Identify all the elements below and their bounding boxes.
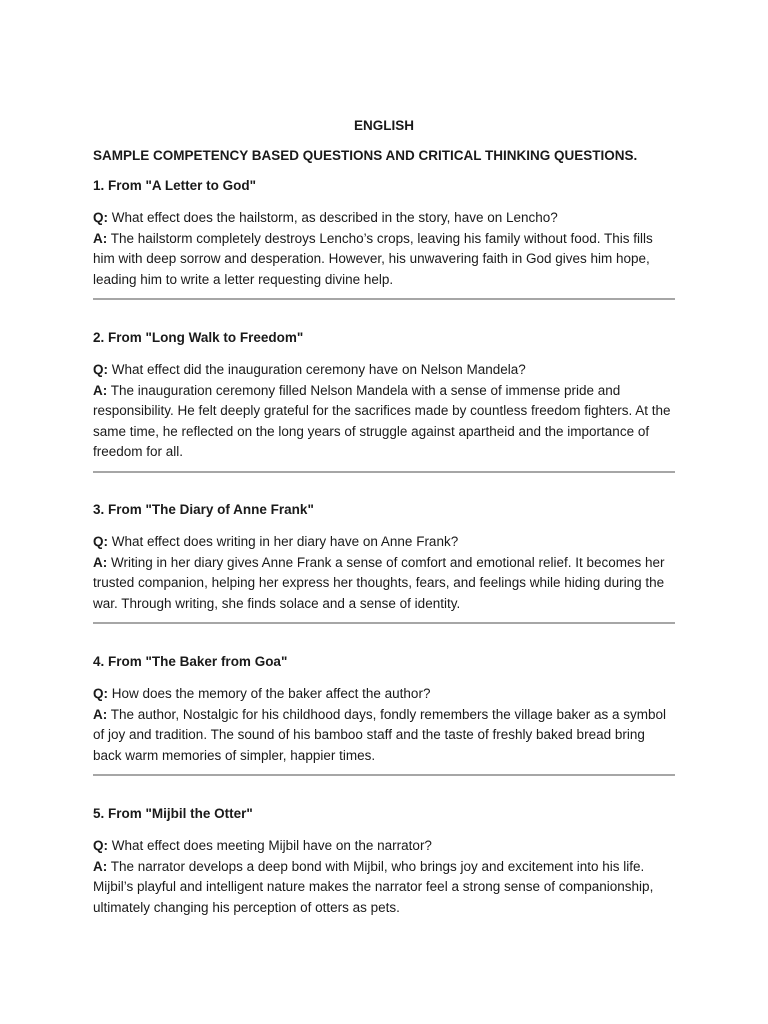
section-divider	[93, 622, 675, 624]
section-divider	[93, 298, 675, 300]
answer-text: The author, Nostalgic for his childhood days, fondly remembers the village baker as a symbol of joy and tradition. The sound of his bamboo staff and the taste of freshly baked bread bring back warm memories of simpler, happier times.	[93, 706, 667, 763]
question-label: Q:	[93, 686, 108, 701]
answer-label: A:	[93, 382, 108, 398]
answer-line	[93, 381, 675, 463]
section-heading: 3. From "The Diary of Anne Frank"	[93, 502, 314, 517]
document-subtitle: SAMPLE COMPETENCY BASED QUESTIONS AND CRITICAL THINKING QUESTIONS.	[93, 148, 638, 163]
answer-line	[93, 553, 675, 615]
question-section-3	[93, 502, 675, 614]
section-heading: 1. From "A Letter to God"	[93, 178, 257, 193]
question-section-2	[93, 330, 675, 463]
question-label: Q:	[93, 362, 108, 377]
section-heading: 5. From "Mijbil the Otter"	[93, 806, 253, 821]
answer-line	[93, 705, 675, 767]
section-heading: 4. From "The Baker from Goa"	[93, 654, 288, 669]
question-section-1	[93, 178, 675, 290]
answer-label: A:	[93, 858, 108, 874]
answer-line	[93, 857, 675, 919]
question-text: What effect did the inauguration ceremony have on Nelson Mandela?	[111, 362, 526, 377]
document-title: ENGLISH	[353, 118, 414, 133]
question-label: Q:	[93, 838, 108, 853]
answer-text: The hailstorm completely destroys Lencho’s crops, leaving his family without food. This fills him with deep sorrow and desperation. However, his unwavering faith in God gives him hope, leading him to write a letter requesting divine help.	[93, 230, 653, 287]
answer-label: A:	[93, 706, 108, 722]
question-line	[93, 208, 675, 229]
question-section-4	[93, 654, 675, 766]
question-section-5	[93, 806, 675, 918]
section-heading: 2. From "Long Walk to Freedom"	[93, 330, 304, 345]
question-line	[93, 360, 675, 381]
question-line	[93, 684, 675, 705]
question-label: Q:	[93, 210, 108, 225]
answer-text: Writing in her diary gives Anne Frank a sense of comfort and emotional relief. It becomes her trusted companion, helping her express her thoughts, fears, and feelings while hiding during the war. Through writing, she finds solace and a sense of identity.	[93, 554, 665, 611]
question-label: Q:	[93, 534, 108, 549]
question-line	[93, 532, 675, 553]
section-divider	[93, 471, 675, 473]
answer-label: A:	[93, 554, 108, 570]
question-line	[93, 836, 675, 857]
answer-line	[93, 229, 675, 291]
section-divider	[93, 774, 675, 776]
question-text: What effect does the hailstorm, as described in the story, have on Lencho?	[111, 210, 558, 225]
question-text: How does the memory of the baker affect the author?	[111, 686, 431, 701]
answer-text: The narrator develops a deep bond with Mijbil, who brings joy and excitement into his life. Mijbil’s playful and intelligent nature makes the narrator feel a strong sense of companionship, ultimately changing his perception of otters as pets.	[93, 858, 654, 915]
answer-label: A:	[93, 230, 108, 246]
answer-text: The inauguration ceremony filled Nelson Mandela with a sense of immense pride and responsibility. He felt deeply grateful for the sacrifices made by countless freedom fighters. At the same time, he reflected on the long years of struggle against apartheid and the importance of freedom for all.	[93, 382, 671, 459]
question-text: What effect does meeting Mijbil have on the narrator?	[111, 838, 432, 853]
question-text: What effect does writing in her diary have on Anne Frank?	[111, 534, 459, 549]
